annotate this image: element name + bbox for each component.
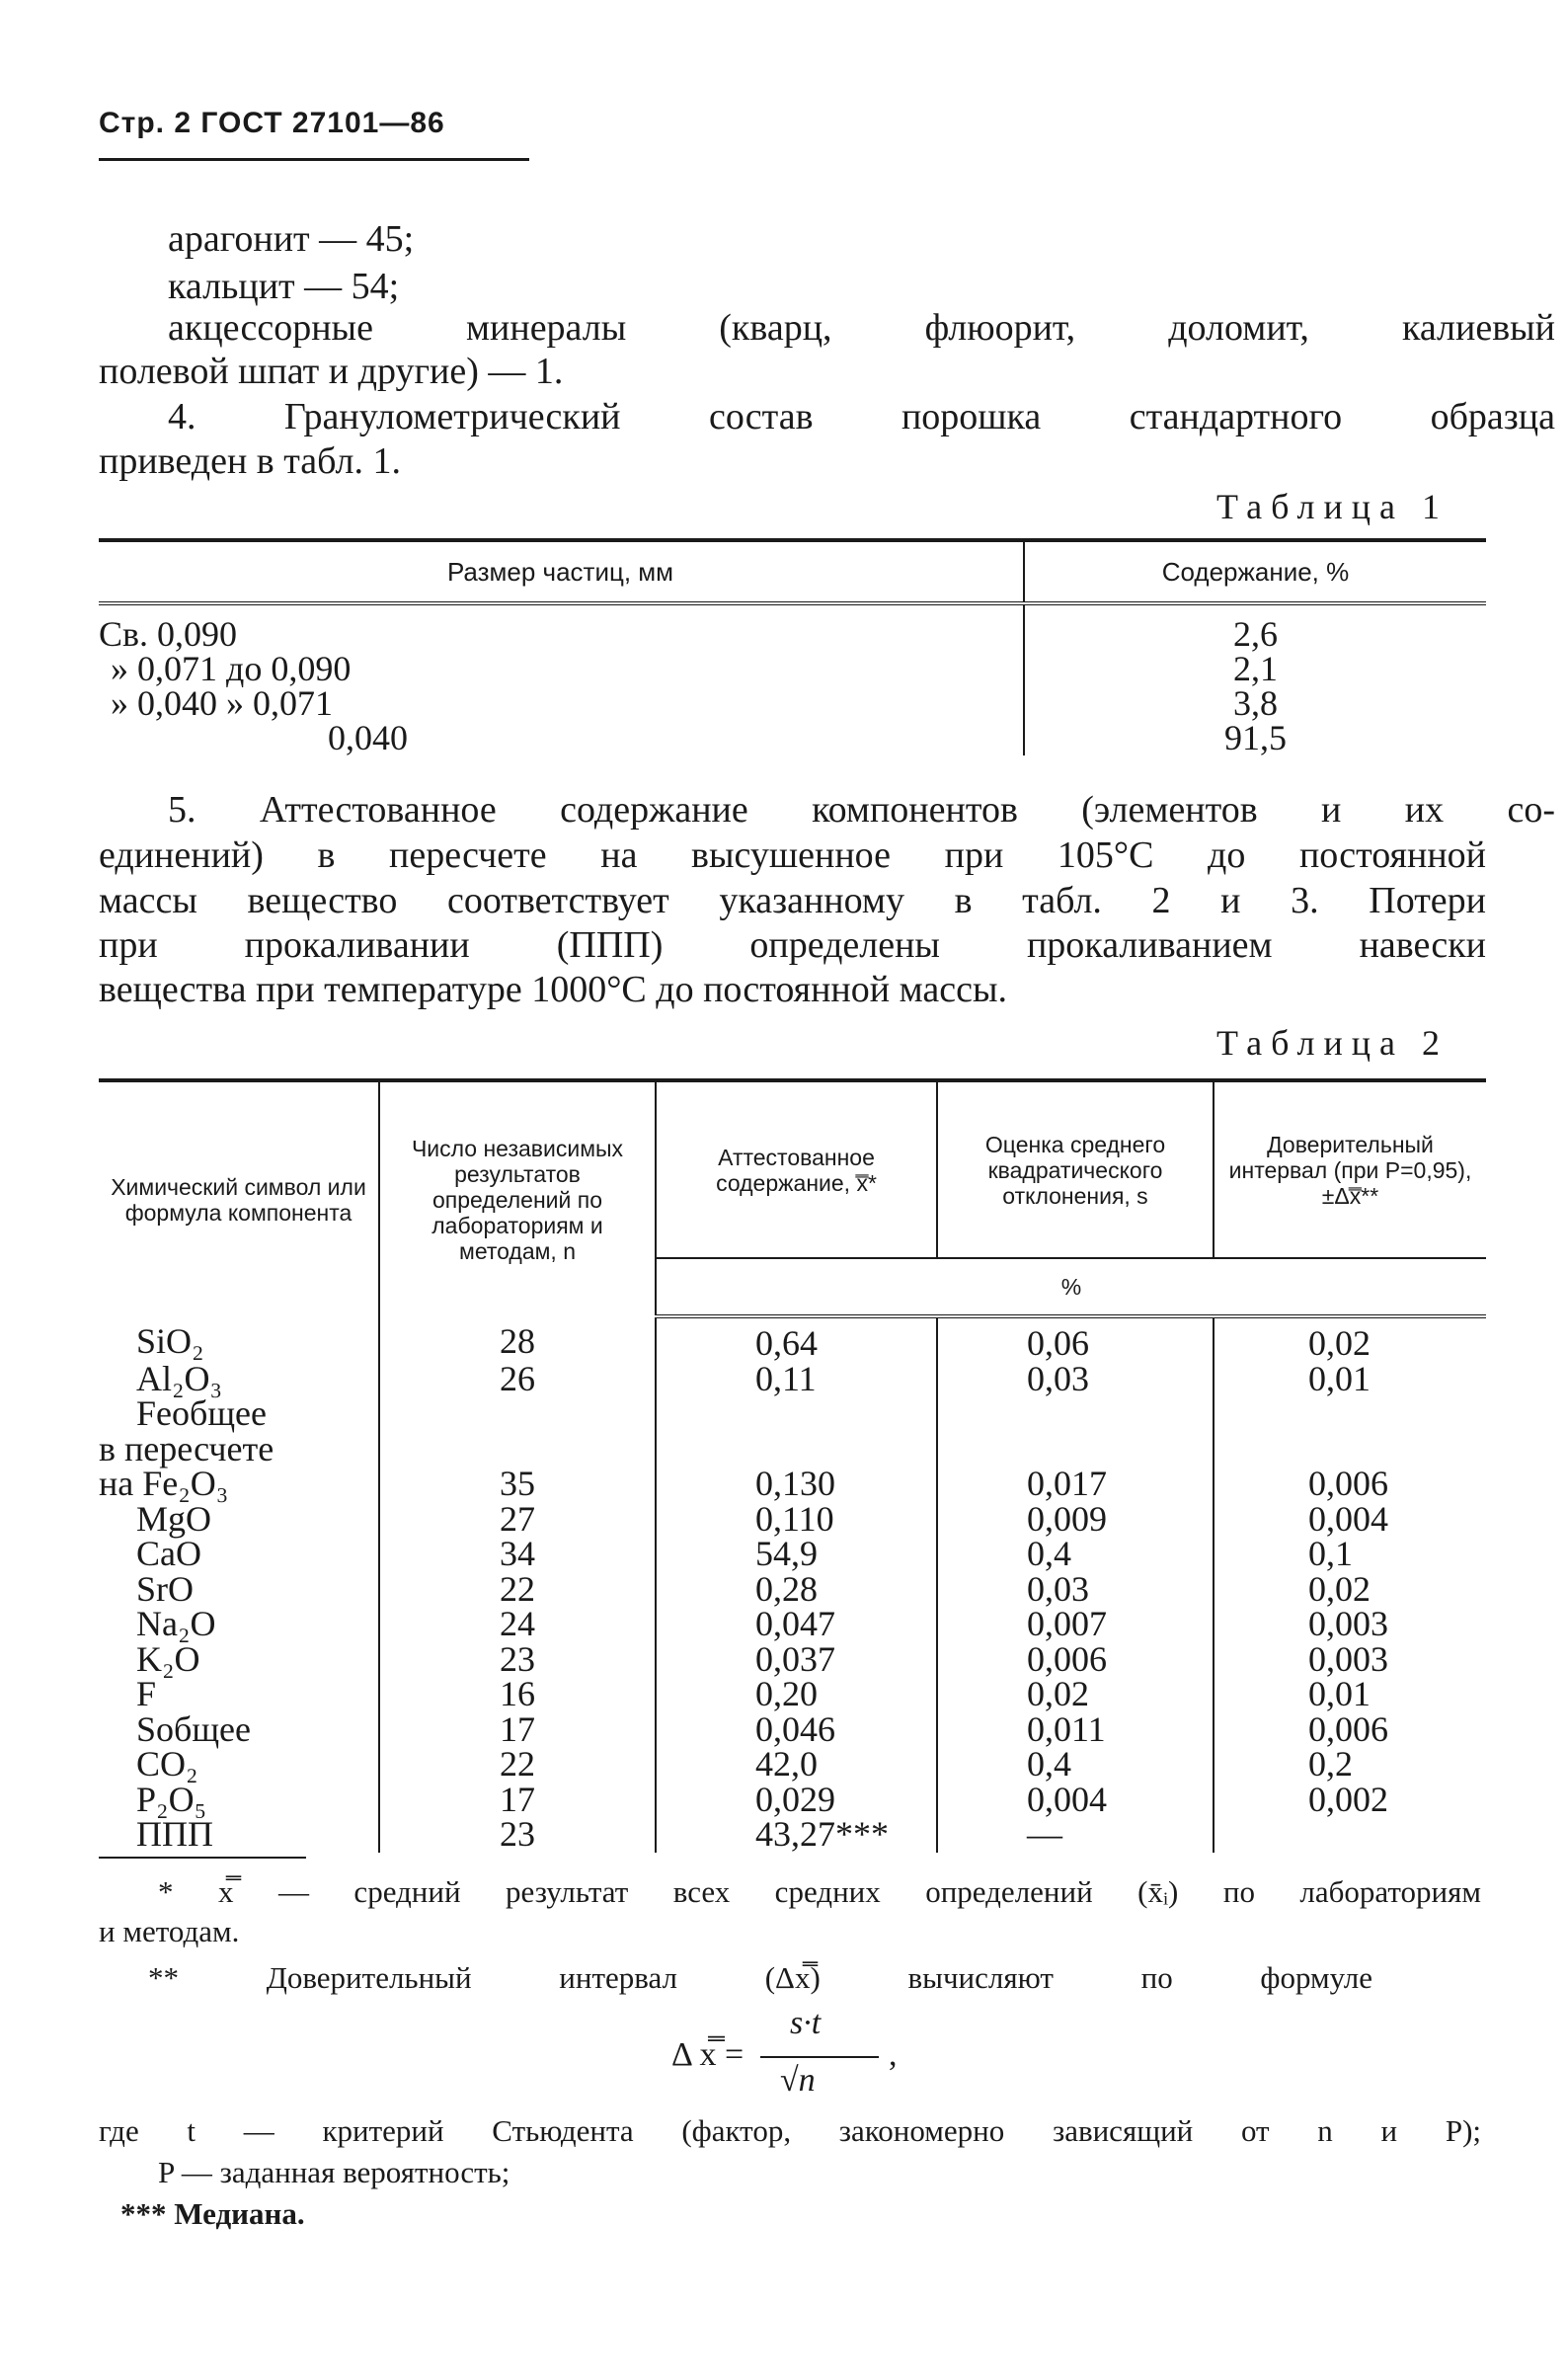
aragonite-line: арагонит — 45; — [168, 218, 415, 260]
table-row — [99, 1432, 1486, 1468]
table2-cell-n: 27 — [379, 1502, 656, 1538]
table-1 — [99, 538, 1486, 755]
table1-content: 3,8 — [1233, 683, 1278, 723]
table2-cell-d: 0,01 — [1308, 1674, 1371, 1713]
table-row — [99, 1467, 1486, 1502]
table2-cell-n: 17 — [379, 1712, 656, 1748]
table1-content: 2,1 — [1233, 649, 1278, 688]
formula-comma: , — [889, 2036, 898, 2073]
table2-header-s: Оценка среднего квадратического отклонения, s — [937, 1080, 1214, 1258]
table2-cell-x: 0,046 — [656, 1712, 937, 1748]
table2-cell-name: P₂O₅ — [99, 1783, 379, 1818]
formula-numerator: s·t — [790, 2005, 822, 2041]
table-row — [99, 1817, 1486, 1853]
table2-cell-name: F — [99, 1677, 379, 1712]
header-rule — [99, 158, 529, 161]
table-row — [99, 1316, 1486, 1362]
table-row — [99, 1712, 1486, 1748]
para4-line-2: приведен в табл. 1. — [99, 440, 402, 482]
table2-cell-d: 0,02 — [1308, 1568, 1371, 1609]
para5-line-5: вещества при температуре 1000°С до постоянной массы. — [99, 969, 1007, 1010]
table1-header-content: Содержание, % — [1024, 540, 1486, 603]
table-row — [99, 721, 1486, 755]
table1-content: 2,6 — [1233, 614, 1278, 654]
table2-cell-n — [379, 1396, 656, 1432]
table2-cell-s: 0,06 — [937, 1316, 1214, 1362]
table2-cell-d — [1214, 1817, 1486, 1853]
table2-cell-x: 43,27*** — [656, 1817, 937, 1853]
table-row — [99, 1537, 1486, 1572]
para4-line-1: 4. Гранулометрический состав порошка стандартного образца — [168, 396, 1555, 437]
table-row — [99, 1607, 1486, 1642]
table-row — [99, 1642, 1486, 1678]
table-row — [99, 1747, 1486, 1783]
table2-cell-name: Na₂O — [99, 1607, 379, 1642]
table1-content: 91,5 — [1224, 718, 1287, 757]
table2-cell-name: Sобщее — [99, 1712, 379, 1748]
table2-cell-name: в пересчете — [99, 1432, 379, 1468]
table2-cell-s — [937, 1432, 1214, 1468]
table2-cell-x: 0,037 — [656, 1642, 937, 1678]
table2-cell-n: 23 — [379, 1642, 656, 1678]
table-row — [99, 652, 1486, 686]
table2-cell-name: K₂O — [99, 1642, 379, 1678]
page-header: Стр. 2 ГОСТ 27101—86 — [99, 107, 445, 139]
table2-header-d: Доверительный интервал (при P=0,95), ±Δx̿** — [1214, 1080, 1486, 1258]
table-row — [99, 1362, 1486, 1397]
table2-cell-d: 0,004 — [1308, 1498, 1388, 1539]
table2-cell-s: 0,009 — [937, 1502, 1214, 1538]
table-2 — [99, 1078, 1486, 1853]
footnote-2: ** Доверительный интервал (Δx̿) вычисляют по формуле — [148, 1960, 1372, 1995]
table2-cell-n: 24 — [379, 1607, 656, 1642]
formula-lhs: Δ x̿ = — [671, 2036, 744, 2073]
table1-header-size: Размер частиц, мм — [99, 540, 1024, 603]
table-row — [99, 1502, 1486, 1538]
formula-denominator: √n — [780, 2062, 816, 2099]
table2-cell-n: 22 — [379, 1747, 656, 1783]
table2-cell-x: 0,110 — [656, 1502, 937, 1538]
table2-cell-n: 17 — [379, 1783, 656, 1818]
table2-cell-n: 26 — [379, 1362, 656, 1397]
footnote-1-line-1: * x̿ — средний результат всех средних определений (x̄ᵢ) по лабораториям — [158, 1874, 1481, 1909]
accessory-line-1: акцессорные минералы (кварц, флюорит, доломит, калиевый — [168, 307, 1555, 349]
table2-cell-n: 22 — [379, 1572, 656, 1608]
table2-cell-s: — — [937, 1817, 1214, 1853]
table2-cell-d — [1214, 1396, 1486, 1432]
table2-cell-d: 0,002 — [1308, 1779, 1388, 1819]
table2-cell-d: 0,01 — [1308, 1358, 1371, 1398]
table2-cell-name: на Fe₂O₃ — [99, 1467, 379, 1502]
table2-cell-name: Al₂O₃ — [99, 1362, 379, 1397]
table2-cell-d: 0,006 — [1308, 1708, 1388, 1749]
formula-fraction-bar — [760, 2056, 879, 2058]
table2-cell-x — [656, 1432, 937, 1468]
table2-cell-n: 23 — [379, 1817, 656, 1853]
table2-cell-s: 0,004 — [937, 1783, 1214, 1818]
confidence-formula — [671, 2005, 928, 2103]
table1-size: » 0,071 до 0,090 — [99, 652, 1024, 686]
footnote-rule — [99, 1857, 306, 1859]
table2-cell-x: 0,047 — [656, 1607, 937, 1642]
table2-cell-d: 0,003 — [1308, 1638, 1388, 1679]
table2-cell-d: 0,006 — [1308, 1464, 1388, 1503]
table2-cell-s: 0,006 — [937, 1642, 1214, 1678]
table2-header-x: Аттестованное содержание, x̿* — [656, 1080, 937, 1258]
table2-cell-s: 0,4 — [937, 1537, 1214, 1572]
table2-cell-s — [937, 1396, 1214, 1432]
table2-cell-x: 54,9 — [656, 1537, 937, 1572]
table2-cell-d: 0,2 — [1308, 1744, 1353, 1784]
table2-cell-name: Feобщее — [99, 1396, 379, 1432]
para5-line-2: единений) в пересчете на высушенное при 105°С до постоянной — [99, 834, 1486, 876]
table-row — [99, 1783, 1486, 1818]
table1-size: » 0,040 » 0,071 — [99, 686, 1024, 721]
footnote-where-1: где t — критерий Стьюдента (фактор, закономерно зависящий от n и P); — [99, 2113, 1481, 2148]
table-row — [99, 1677, 1486, 1712]
table2-cell-x: 0,130 — [656, 1467, 937, 1502]
table2-cell-x — [656, 1396, 937, 1432]
table-row — [99, 1396, 1486, 1432]
table2-cell-x: 42,0 — [656, 1747, 937, 1783]
table2-cell-d: 0,1 — [1308, 1534, 1353, 1573]
table2-caption: Таблица 2 — [1216, 1023, 1449, 1063]
footnote-1-line-2: и методам. — [99, 1914, 240, 1948]
table2-header-n: Число независимых результатов определений по лабораториям и методам, n — [379, 1080, 656, 1316]
table2-cell-d: 0,02 — [1308, 1323, 1371, 1363]
table2-cell-x: 0,64 — [656, 1316, 937, 1362]
table2-cell-name: MgO — [99, 1502, 379, 1538]
table2-cell-x: 0,28 — [656, 1572, 937, 1608]
table2-cell-x: 0,11 — [656, 1362, 937, 1397]
table2-cell-n: 34 — [379, 1537, 656, 1572]
table2-header-formula: Химический символ или формула компонента — [99, 1080, 379, 1316]
table2-cell-s: 0,4 — [937, 1747, 1214, 1783]
footnote-3: *** Медиана. — [120, 2196, 305, 2231]
table2-cell-name: ППП — [99, 1817, 379, 1853]
table2-cell-s: 0,02 — [937, 1677, 1214, 1712]
table2-cell-d: 0,003 — [1308, 1604, 1388, 1643]
table1-size: 0,040 — [99, 721, 1024, 755]
table2-cell-s: 0,017 — [937, 1467, 1214, 1502]
para5-line-1: 5. Аттестованное содержание компонентов (элементов и их со- — [168, 789, 1555, 831]
table2-cell-n — [379, 1432, 656, 1468]
table2-cell-x: 0,20 — [656, 1677, 937, 1712]
para5-line-4: при прокаливании (ППП) определены прокаливанием навески — [99, 924, 1486, 966]
table2-cell-x: 0,029 — [656, 1783, 937, 1818]
table2-cell-name: SiO₂ — [99, 1316, 379, 1362]
table-row — [99, 686, 1486, 721]
table2-cell-s: 0,03 — [937, 1572, 1214, 1608]
calcite-line: кальцит — 54; — [168, 266, 400, 307]
table2-cell-n: 16 — [379, 1677, 656, 1712]
table2-cell-d — [1214, 1432, 1486, 1468]
table2-cell-name: CaO — [99, 1537, 379, 1572]
table2-cell-n: 35 — [379, 1467, 656, 1502]
table-row — [99, 1572, 1486, 1608]
table2-cell-s: 0,007 — [937, 1607, 1214, 1642]
table2-cell-name: CO₂ — [99, 1747, 379, 1783]
table1-size: Св. 0,090 — [99, 603, 1024, 652]
table-row — [99, 603, 1486, 652]
table2-cell-n: 28 — [379, 1316, 656, 1362]
table2-cell-s: 0,011 — [937, 1712, 1214, 1748]
footnote-where-2: P — заданная вероятность; — [158, 2155, 510, 2189]
table2-unit-label: % — [656, 1258, 1486, 1316]
table2-cell-name: SrO — [99, 1572, 379, 1608]
accessory-line-2: полевой шпат и другие) — 1. — [99, 351, 564, 392]
para5-line-3: массы вещество соответствует указанному в табл. 2 и 3. Потери — [99, 880, 1486, 921]
table1-caption: Таблица 1 — [1216, 487, 1449, 526]
table2-cell-s: 0,03 — [937, 1362, 1214, 1397]
